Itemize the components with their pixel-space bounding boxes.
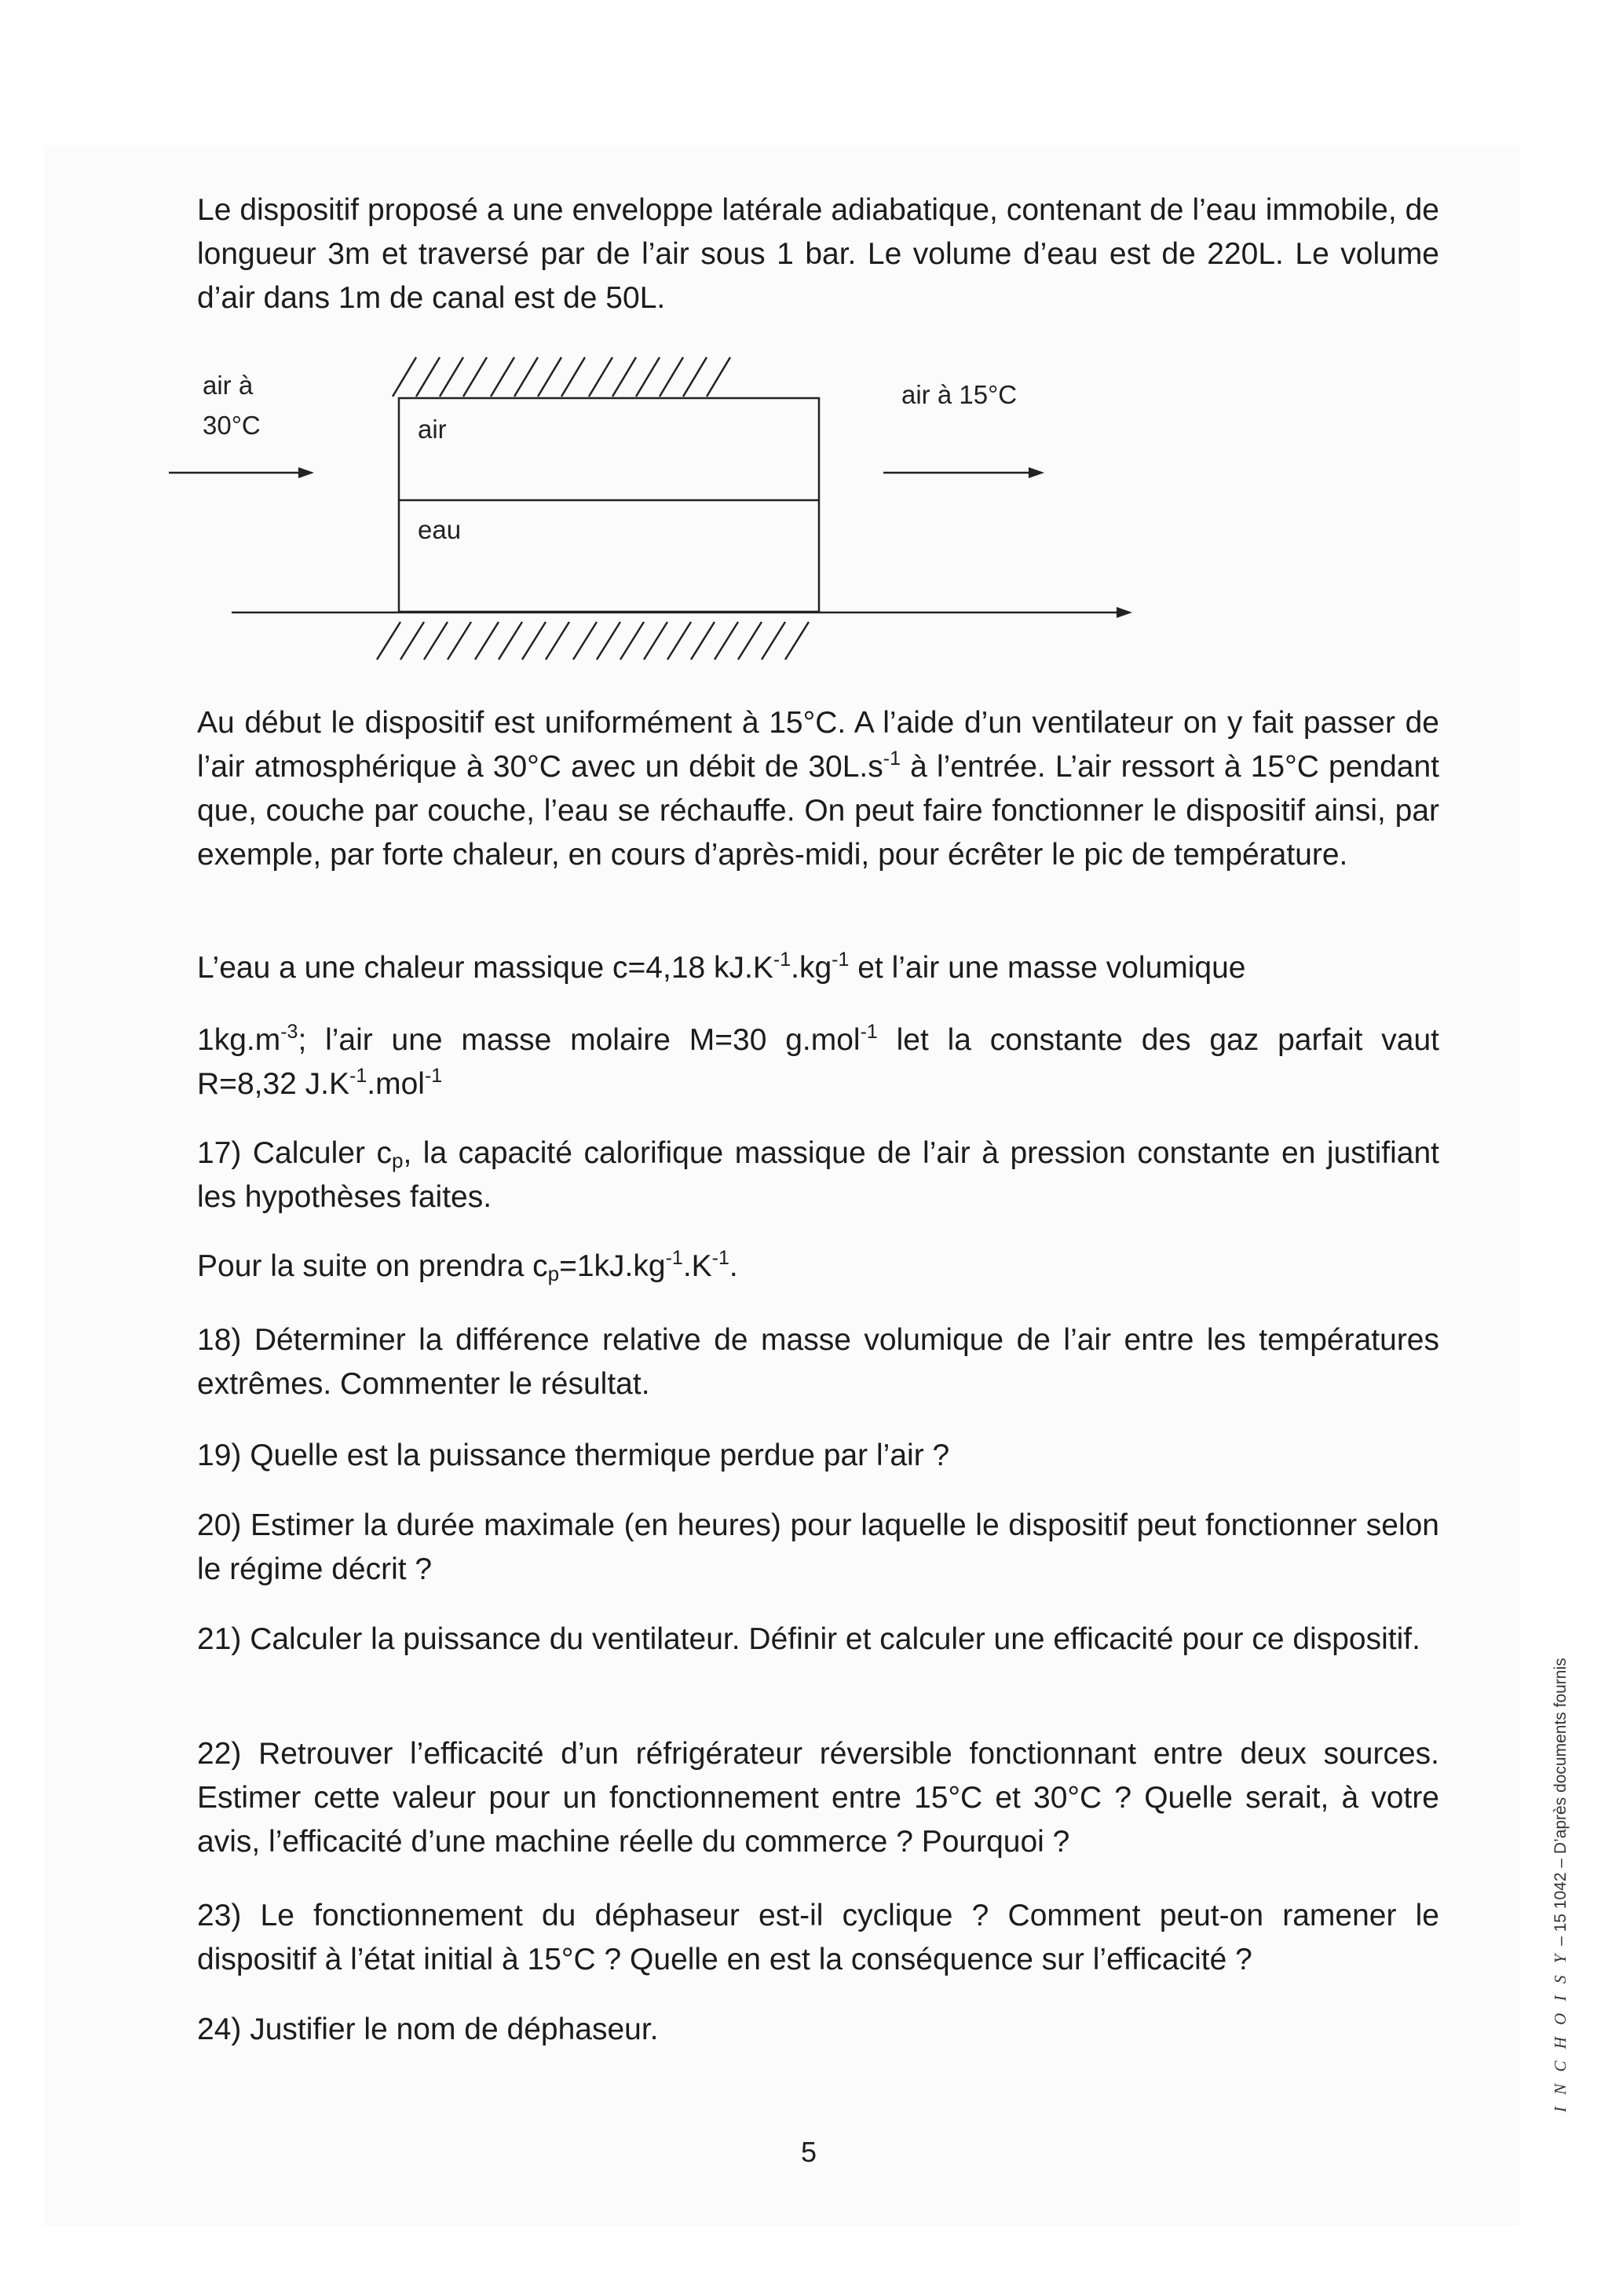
air-label: air	[418, 415, 447, 444]
data-lines-2-3	[197, 1018, 1439, 1106]
data-line-2-c: let la constante des gaz parfait vaut	[877, 1023, 1439, 1057]
suite-d: .	[729, 1249, 738, 1283]
canal-box	[399, 398, 819, 612]
exponent: -1	[773, 949, 791, 971]
data-line-2	[197, 1018, 1439, 1062]
outlet-arrow-head	[1029, 467, 1044, 478]
question-23: 23) Le fonctionnement du déphaseur est-il cyclique ? Comment peut-on ramener le dispositif à l’état initial à 15°C ? Quelle en est la conséquence sur l’efficacité ?	[197, 1899, 1439, 1976]
suite-c: .K	[682, 1249, 712, 1283]
q17-b: , la capacité calorifique massique de l’air à pression constante en justifiant les hypothèses faites.	[197, 1136, 1440, 1214]
suite-a: Pour la suite on prendra c	[197, 1249, 548, 1283]
device-diagram	[165, 345, 1186, 675]
data-line-1-a: L’eau a une chaleur massique c=4,18 kJ.K	[197, 951, 773, 985]
exponent: -1	[424, 1065, 443, 1087]
paragraph2-continuation: à l’entrée. L’air ressort à 15°C pendant que, couche par couche, l’eau se réchauffe. On peut faire fonctionner le dispositif ainsi, par exemple, par forte chaleur, en cours d’après-midi, pour écrêter le pic de température.	[197, 750, 1440, 872]
inlet-label-line2: 30°C	[203, 411, 261, 440]
bottom-hatching	[377, 622, 809, 660]
exponent: -1	[832, 949, 850, 971]
suite-b: =1kJ.kg	[559, 1249, 666, 1283]
data-line-2-b: ; l’air une masse molaire M=30 g.mol	[298, 1023, 861, 1057]
question-20: 20) Estimer la durée maximale (en heures) pour laquelle le dispositif peut fonctionner selon le régime décrit ?	[197, 1508, 1439, 1586]
subscript: p	[547, 1262, 560, 1285]
q17-a: 17) Calculer c	[197, 1136, 392, 1170]
exponent: -1	[711, 1247, 729, 1269]
paragraph2-text: Au début le dispositif est uniformément à 15°C. A l’aide d’un ventilateur on y fait passer de l’air atmosphérique à 30°C avec un débit de 30L.s	[197, 706, 1439, 784]
data-line-1-c: et l’air une masse volumique	[849, 951, 1246, 985]
question-18: 18) Déterminer la différence relative de masse volumique de l’air entre les températures extrêmes. Commenter le résultat.	[197, 1323, 1439, 1401]
question-22: 22) Retrouver l’efficacité d’un réfrigérateur réversible fonctionnant entre deux sources. Estimer cette valeur pour un fonctionnement entre 15°C et 30°C ? Quelle serait, à votre avis, l’efficacité d’une machine réelle du commerce ? Pourquoi ?	[197, 1737, 1439, 1859]
page-number: 5	[801, 2136, 817, 2168]
exponent: -3	[280, 1021, 298, 1043]
side-note-code: – 15 1042 – D’après documents fournis	[1552, 1658, 1570, 1951]
top-hatching	[393, 357, 730, 397]
question-19: 19) Quelle est la puissance thermique perdue par l’air ?	[197, 1439, 950, 1472]
question-21: 21) Calculer la puissance du ventilateur. Définir et calculer une efficacité pour ce dispositif.	[197, 1622, 1420, 1656]
data-line-2-a: 1kg.m	[197, 1023, 281, 1057]
question-24: 24) Justifier le nom de déphaseur.	[197, 2013, 659, 2046]
side-note-school: I N C H O I S Y	[1551, 1950, 1570, 2112]
data-line-1-b: .kg	[791, 951, 832, 985]
suite-note	[197, 1245, 1439, 1289]
outlet-label: air à 15°C	[901, 380, 1018, 409]
axis-arrow-head	[1117, 607, 1132, 618]
data-line-3-b: .mol	[367, 1067, 425, 1101]
exponent: -1	[665, 1247, 683, 1269]
intro-paragraph: Le dispositif proposé a une enveloppe latérale adiabatique, contenant de l’eau immobile, de longueur 3m et traversé par de l’air sous 1 bar. Le volume d’eau est de 220L. Le volume d’air dans 1m de canal est de 50L.	[197, 193, 1439, 315]
water-label: eau	[418, 515, 462, 544]
exponent: -1	[349, 1065, 367, 1087]
data-line-3-a: R=8,32 J.K	[197, 1067, 350, 1101]
question-17	[197, 1132, 1439, 1219]
data-line-1	[197, 946, 1439, 990]
exponent: -1	[860, 1021, 878, 1043]
inlet-label-line1: air à	[203, 371, 254, 400]
subscript: p	[391, 1149, 404, 1172]
inlet-arrow-head	[298, 467, 314, 478]
paragraph2-exponent: -1	[883, 748, 901, 770]
side-note	[1551, 1625, 1582, 2112]
paragraph-initial-state	[197, 701, 1439, 877]
